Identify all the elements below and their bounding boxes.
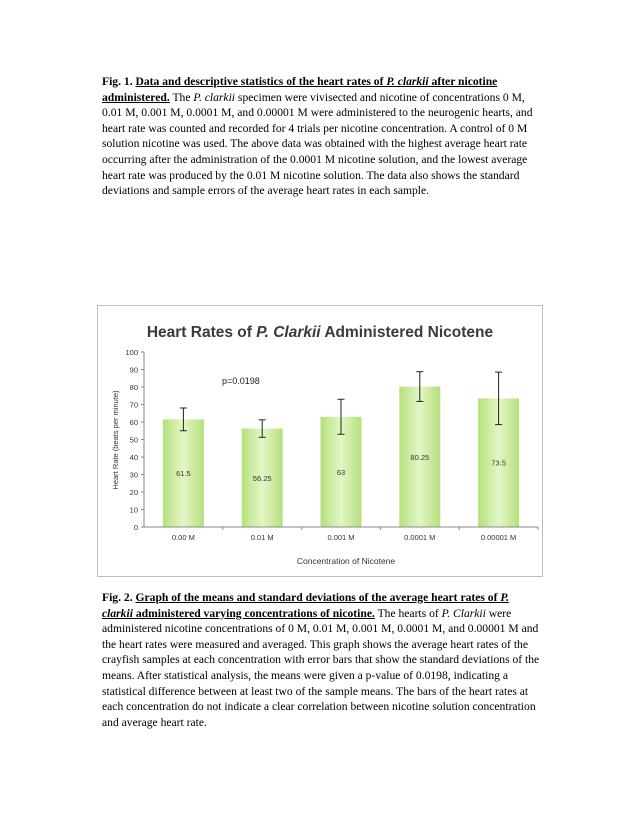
bar-value-label-2: 56.25 (252, 473, 272, 483)
x-tick-label-5: 0.00001 M (480, 533, 517, 542)
bar-value-label-4: 80.25 (410, 452, 430, 462)
x-tick-label-4: 0.0001 M (404, 533, 436, 542)
x-tick-label-3: 0.001 M (327, 533, 355, 542)
bar-value-label-3: 63 (336, 467, 346, 477)
y-tick-label: 10 (129, 505, 138, 515)
x-axis-label: Concentration of Nicotene (296, 556, 396, 566)
heart-rate-chart (97, 305, 543, 577)
chart-title: Heart Rates of P. Clarkii Administered Nicotene (146, 324, 494, 341)
y-tick-label: 50 (129, 435, 138, 445)
y-tick-label: 30 (129, 470, 138, 480)
y-tick-label: 80 (129, 383, 138, 392)
y-tick-label: 20 (129, 488, 138, 497)
y-tick-label: 60 (129, 418, 138, 427)
figure-1-body: specimen were vivisected and nicotine of concentrations 0 M, 0.01 M, 0.001 M, 0.0001 M, and 0.00001 M were administered to the neurogenic hearts, and heart rate was counted and recorded for 4 trials per nicotine concentration. A control of 0 M solution nicotine was used. The above data was obtained with the highest average heart rate occurring after the administration of the 0.0001 M nicotine solution, and the lowest average heart rate was produced by the 0.01 M nicotine solution. The data also shows the standard deviations and sample errors of the average heart rates in each sample. (102, 90, 533, 198)
x-tick-label-1: 0.00 M (171, 533, 195, 542)
y-tick-label: 0 (133, 523, 138, 532)
bar-value-label-1: 61.5 (176, 469, 191, 479)
p-value-annotation: p=0.0198 (222, 376, 260, 386)
y-tick-label: 40 (129, 453, 138, 462)
y-tick-label: 90 (129, 365, 138, 375)
figure-2-body: were administered nicotine concentrations of 0 M, 0.01 M, 0.001 M, 0.0001 M, and 0.00001 M and the heart rates were measured and averaged. This graph shows the average heart rates of the crayfish samples at each concentration with error bars that show the standard deviations of the means. After statistical analysis, the means were given a p-value of 0.0198, indicating a statistical difference between at least two of the sample means. The bars of the heart rates at each concentration do not indicate a clear correlation between nicotine solution concentration and average heart rate. (102, 606, 540, 729)
figure-2-label: Fig. 2. (102, 591, 133, 604)
figure-2-caption: Fig. 2. Graph of the means and standard deviations of the average heart rates of P. clarkii administered varying concentrations of nicotine. The hearts of P. Clarkii were administered nicotine concentrations of 0 M, 0.01 M, 0.001 M, 0.0001 M, and 0.00001 M and the heart rates were measured and averaged. This graph shows the average heart rates of the crayfish samples at each concentration with error bars that show the standard deviations of the means. After statistical analysis, the means were given a p-value of 0.0198, indicating a statistical difference between at least two of the sample means. The bars of the heart rates at each concentration do not indicate a clear correlation between nicotine solution concentration and average heart rate. (102, 591, 540, 729)
x-tick-label-2: 0.01 M (250, 533, 274, 542)
chart-svg (98, 306, 542, 576)
figure-1-title: Data and descriptive statistics of the heart rates of P. clarkii after nicotine administered. (102, 75, 498, 104)
figure-1-caption: Fig. 1. Data and descriptive statistics of the heart rates of P. clarkii after nicotine administered. The P. clarkii specimen were vivisected and nicotine of concentrations 0 M, 0.01 M, 0.001 M, 0.0001 M, and 0.00001 M were administered to the neurogenic hearts, and heart rate was counted and recorded for 4 trials per nicotine concentration. A control of 0 M solution nicotine was used. The above data was obtained with the highest average heart rate occurring after the administration of the 0.0001 M nicotine solution, and the lowest average heart rate was produced by the 0.01 M nicotine solution. The data also shows the standard deviations and sample errors of the average heart rates in each sample. (102, 75, 533, 198)
y-tick-label: 100 (125, 348, 138, 357)
y-tick-label: 70 (129, 400, 138, 410)
figure-1-label: Fig. 1. (102, 75, 133, 88)
y-axis-label: Heart Rate (beats per minute) (111, 390, 120, 490)
bar-value-label-5: 73.5 (491, 458, 506, 468)
figure-2-title: Graph of the means and standard deviations of the average heart rates of P. clarkii administered varying concentrations of nicotine. (102, 591, 509, 620)
